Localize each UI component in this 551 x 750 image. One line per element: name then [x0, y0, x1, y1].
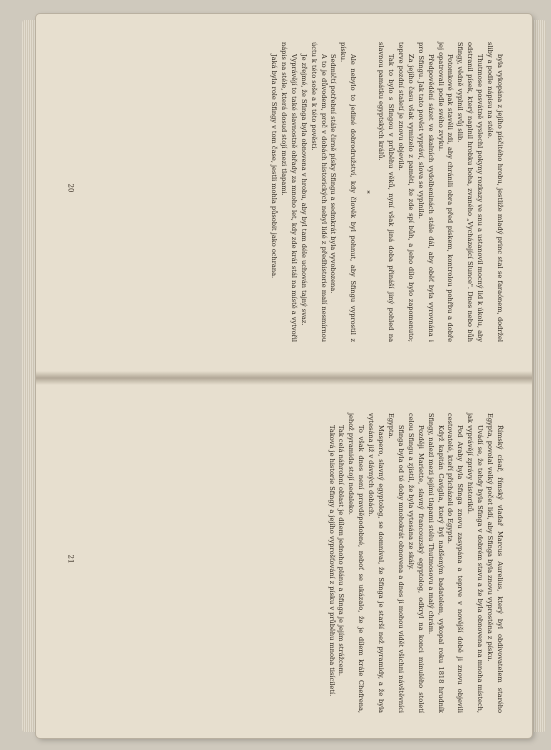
- paragraph: Když kapitán Caviglia, který byl nadšeným badatelem, vykopal roku 1818 hrudník Sfingy, nalezl mezi jejími tlapami stélu Thutmosovu a malý chrám.: [426, 413, 445, 713]
- page-right-text: [64, 413, 504, 713]
- paragraph: Jaká byla role Sfingy v tom čase, jestli mohla působit jako ochrana.: [270, 54, 279, 279]
- paragraph: Sfinga byla od té doby mnohokrát obnovena a dnes ji mohou vidět všichni návštěvníci Egypta.: [387, 413, 405, 713]
- paragraph: Římský císař, římský vladař Marcus Aurelius, který byl obdivovatelem starého Egypta, povolal velký počet lidí, aby Sfinga byla znovu vyprostěna z písku.: [486, 413, 504, 713]
- paragraph: byla vykopána z jejího písčitého hrobu, jestliže mladý princ stal se faraónem, dodržel sliby a podle nápisu na stéle.: [486, 42, 504, 342]
- page-edges-left: [22, 20, 36, 732]
- paragraph: Tak celá náhrobní oblast je dílem jednoho plánu a Sfinga je jejím strážcem.: [337, 425, 346, 676]
- page-edges-right: [532, 20, 546, 732]
- section-separator: *: [363, 190, 372, 194]
- paragraph: Ale nebylo to jediné dobrodružství, kdy člověk byl pohnut, aby Sfingu vyprostil z písku.: [339, 42, 358, 342]
- paragraph: Potomkové pak stavěli zdi, aby chránili obra před pískem, kontrolou pohřbu a dobře jej opatrovali podle svého zvyku.: [436, 42, 455, 342]
- paragraph: Sedmičtí potřební stále čirně písky Sfingu a sedmkrát byla vyvobozena.: [329, 54, 338, 294]
- paragraph: Později Mariette, slavný francouzský egyptolog, odkryl na konci minulého století celou Sfingu a zjistil, že byla vytesána ze skály.: [406, 413, 425, 713]
- paragraph: To však dnes není pravděpodobné, neboť se ukázalo, že je dílem krále Chefrena, jehož pyramida stojí nedaleko.: [347, 413, 366, 713]
- paragraph: Taková je historie Sfingy a jejího vyprošťování z písku v průběhu mnoha tisíciletí.: [327, 425, 336, 697]
- paragraph: Za jejího času však vymizelo z paměti, že zde spí bůh, a jeho dílo bylo zapomenuto; teprve pozdní staletí je znovu objevila.: [396, 42, 415, 342]
- paragraph: Tak to bylo s Sfingou v průběhu věků, nyní však jiná doba přináší jiný pohled na slavnou památku egyptských králů.: [377, 42, 396, 342]
- paragraph: Maspero, slavný egyptolog, se domníval, že Sfinga je starší než pyramidy, a že byla vytesána již v dávných dobách.: [367, 413, 386, 713]
- page-right: [36, 385, 532, 742]
- paragraph: Thutmose posvátně vyslechl pokyny rozkazy ve snu a ustanovil mocný lid k úkolu, aby odstranil písek, který naplnil hrobku boha, zvaného „Vycházející Slunce". Dnes nebo bůh Sfingy, vědně vyplnil svůj slib.: [456, 42, 485, 342]
- page-left: [36, 14, 532, 371]
- paragraph: A to je důvodem, proč v dobách historických nebyl lidé z předhistorie malí nesmírnou úctu k této soše a k této pověsti.: [309, 42, 328, 342]
- paragraph: Předpovědění sázet ve skalních vydolbeninách stále dál, aby oběť byla vyrovnána i pro Sfingu. Jak tato pověst vypráví, slova se vyplnila.: [416, 42, 435, 342]
- paragraph: Je zřejmé, že Sfinga byla obnovena v hrobu, aby byl tam déle uchován tajný svaz.: [299, 54, 308, 326]
- open-book: [36, 14, 532, 738]
- paragraph: Vyprávějí to také slavnostně obřady za mnoho let, kdy zde král stál na místě a vytvořil nápis na stéle, která dosud stojí mezi tlapami.: [279, 42, 298, 342]
- page-number: 21: [66, 554, 75, 564]
- book-gutter: [36, 371, 532, 385]
- page-left-text: [64, 42, 504, 342]
- paragraph: Uvádí se, že tehdy byla Sfinga v dobrém stavu a že byla obnovena na mnoha místech, jak vyprávějí zprávy historiků.: [466, 413, 485, 713]
- paragraph: Pod Araby byla Sfinga znovu zasypána a teprve v novější době ji znovu objevili cestovatelé, kteří přicházeli do Egypta.: [446, 413, 465, 713]
- page-number: 20: [66, 183, 75, 193]
